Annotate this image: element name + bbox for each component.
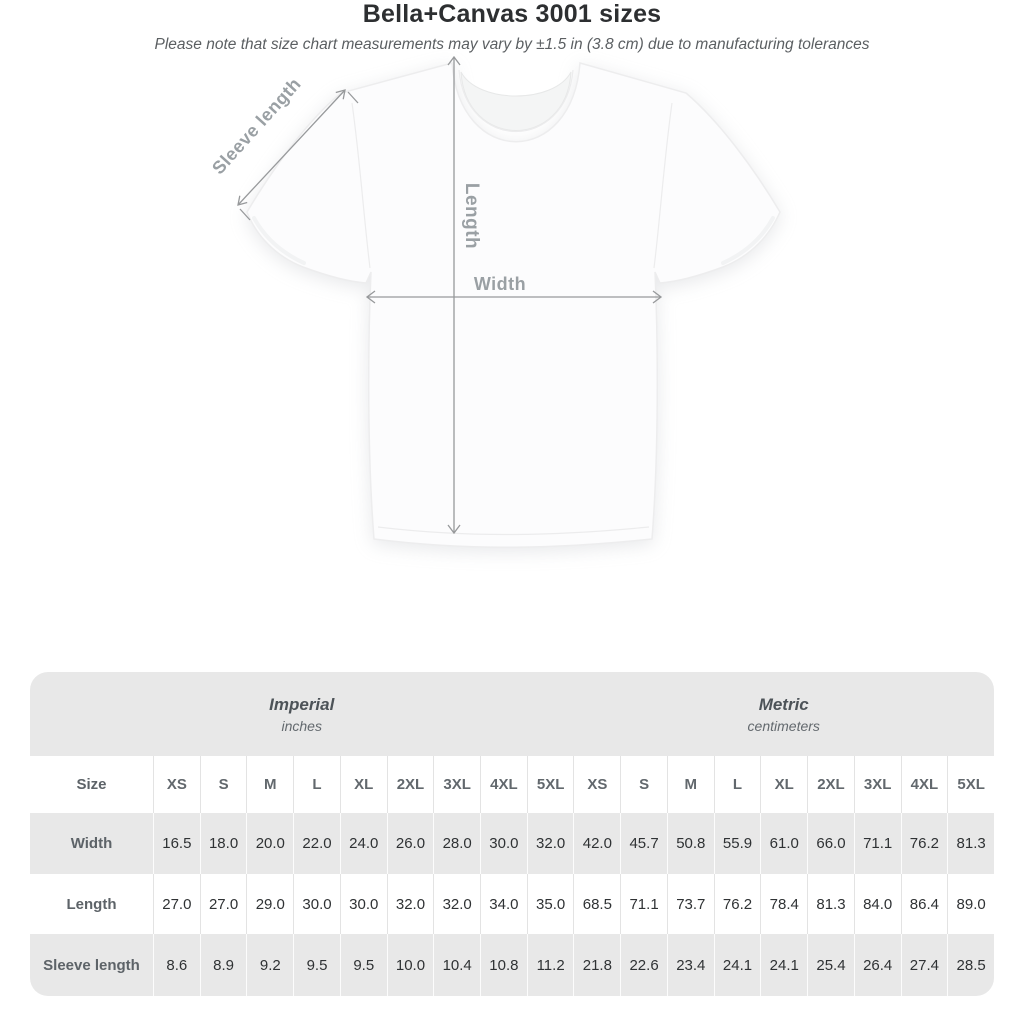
table-cell: 9.5 [340, 934, 387, 996]
table-cell: 32.0 [387, 874, 434, 934]
table-cell: 27.0 [153, 874, 200, 934]
table-cell: 27.0 [200, 874, 247, 934]
table-cell: 18.0 [200, 813, 247, 874]
table-cell: 10.0 [387, 934, 434, 996]
table-cell: 29.0 [246, 874, 293, 934]
table-cell: 68.5 [573, 874, 620, 934]
table-cell: 32.0 [527, 813, 574, 874]
unit-group-name: Imperial [269, 694, 335, 714]
table-cell: 89.0 [947, 874, 994, 934]
size-column-header: 3XL [433, 756, 480, 813]
table-cell: 10.8 [480, 934, 527, 996]
table-cell: 76.2 [714, 874, 761, 934]
length-label: Length [461, 182, 482, 250]
table-cell: 21.8 [573, 934, 620, 996]
size-column-header: XL [760, 756, 807, 813]
row-label: Sleeve length [30, 934, 153, 996]
table-cell: 78.4 [760, 874, 807, 934]
table-cell: 8.9 [200, 934, 247, 996]
table-cell: 10.4 [433, 934, 480, 996]
heading-block [0, 0, 1024, 54]
unit-group-metric [573, 672, 994, 756]
table-cell: 30.0 [293, 874, 340, 934]
size-column-header: 5XL [947, 756, 994, 813]
table-cell: 24.1 [714, 934, 761, 996]
table-cell: 61.0 [760, 813, 807, 874]
size-column-header: M [246, 756, 293, 813]
sleeve-length-label: Sleeve length [208, 73, 305, 179]
size-row-label: Size [30, 756, 153, 813]
row-label: Length [30, 874, 153, 934]
unit-group-unit: centimeters [747, 717, 820, 734]
size-column-header: XS [573, 756, 620, 813]
tshirt-body [247, 63, 780, 547]
table-cell: 73.7 [667, 874, 714, 934]
table-cell: 35.0 [527, 874, 574, 934]
table-cell: 50.8 [667, 813, 714, 874]
size-column-header: 5XL [527, 756, 574, 813]
table-cell: 11.2 [527, 934, 574, 996]
tshirt-neck-opening [461, 72, 571, 131]
table-cell: 34.0 [480, 874, 527, 934]
table-cell: 16.5 [153, 813, 200, 874]
size-column-header: L [293, 756, 340, 813]
table-cell: 45.7 [620, 813, 667, 874]
table-cell: 28.0 [433, 813, 480, 874]
unit-group-name: Metric [758, 694, 809, 714]
table-cell: 24.1 [760, 934, 807, 996]
table-cell: 81.3 [807, 874, 854, 934]
table-cell: 23.4 [667, 934, 714, 996]
size-column-header: S [200, 756, 247, 813]
size-column-header: XS [153, 756, 200, 813]
table-cell: 55.9 [714, 813, 761, 874]
table-cell: 24.0 [340, 813, 387, 874]
table-cell: 30.0 [340, 874, 387, 934]
row-label: Width [30, 813, 153, 874]
table-cell: 22.6 [620, 934, 667, 996]
unit-group-unit: inches [281, 717, 322, 734]
table-cell: 71.1 [854, 813, 901, 874]
table-cell: 9.2 [246, 934, 293, 996]
table-cell: 42.0 [573, 813, 620, 874]
size-column-header: 2XL [387, 756, 434, 813]
table-cell: 26.4 [854, 934, 901, 996]
table-cell: 30.0 [480, 813, 527, 874]
page-subtitle: Please note that size chart measurements may vary by ±1.5 in (3.8 cm) due to manufacturing tolerances [154, 36, 870, 53]
table-cell: 26.0 [387, 813, 434, 874]
table-cell: 66.0 [807, 813, 854, 874]
table-cell: 8.6 [153, 934, 200, 996]
table-cell: 9.5 [293, 934, 340, 996]
size-column-header: S [620, 756, 667, 813]
size-column-header: 2XL [807, 756, 854, 813]
width-label: Width [473, 274, 527, 294]
table-cell: 32.0 [433, 874, 480, 934]
page-title: Bella+Canvas 3001 sizes [362, 0, 662, 28]
size-column-header: 4XL [901, 756, 948, 813]
table-cell: 25.4 [807, 934, 854, 996]
table-cell: 28.5 [947, 934, 994, 996]
size-column-header: XL [340, 756, 387, 813]
size-table [30, 672, 994, 996]
table-cell: 76.2 [901, 813, 948, 874]
size-column-header: M [667, 756, 714, 813]
unit-group-imperial [30, 672, 573, 756]
table-cell: 20.0 [246, 813, 293, 874]
table-cell: 22.0 [293, 813, 340, 874]
table-cell: 86.4 [901, 874, 948, 934]
table-cell: 84.0 [854, 874, 901, 934]
table-cell: 27.4 [901, 934, 948, 996]
size-column-header: L [714, 756, 761, 813]
size-column-header: 4XL [480, 756, 527, 813]
size-column-header: 3XL [854, 756, 901, 813]
table-cell: 81.3 [947, 813, 994, 874]
table-cell: 71.1 [620, 874, 667, 934]
